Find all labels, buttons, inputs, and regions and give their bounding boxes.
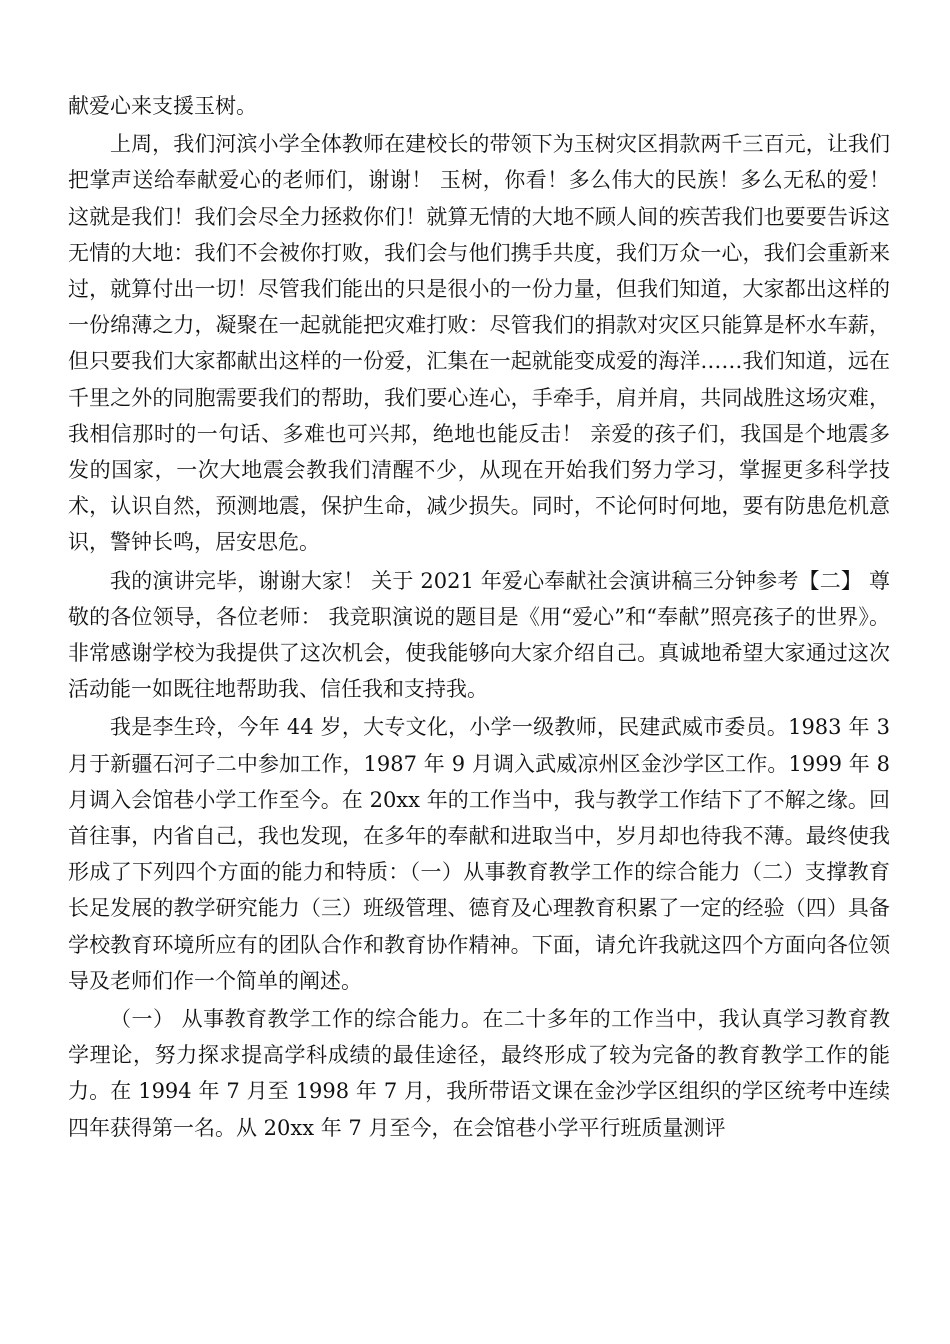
paragraph-2: 上周，我们河滨小学全体教师在建校长的带领下为玉树灾区捐款两千三百元，让我们把掌声送给奉献爱心的老师们，谢谢！ 玉树，你看！多么伟大的民族！多么无私的爱！这就是我们！我们会尽全力拯救你们！就算无情的大地不顾人间的疾苦我们也要要告诉这无情的大地：我们不会被你打败，我们会与他们携手共度，我们万众一心，我们会重新来过，就算付出一切！尽管我们能出的只是很小的一份力量，但我们知道，大家都出这样的一份绵薄之力，凝聚在一起就能把灾难打败：尽管我们的捐款对灾区只能算是杯水车薪，但只要我们大家都献出这样的一份爱，汇集在一起就能变成爱的海洋……我们知道，远在千里之外的同胞需要我们的帮助，我们要心连心，手牵手，肩并肩，共同战胜这场灾难，我相信那时的一句话、多难也可兴邦，绝地也能反击！ 亲爱的孩子们，我国是个地震多发的国家，一次大地震会教我们清醒不少，从现在开始我们努力学习，掌握更多科学技术，认识自然，预测地震，保护生命，减少损失。同时，不论何时何地，要有防患危机意识，警钟长鸣，居安思危。 [68, 132, 890, 555]
paragraph-5: （一） 从事教育教学工作的综合能力。在二十多年的工作当中，我认真学习教育教学理论，努力探求提高学科成绩的最佳途径，最终形成了较为完备的教育教学工作的能力。在 1994 年 7 月至 1998 年 7 月，我所带语文课在金沙学区组织的学区统考中连续四年获得第一名。从 20xx 年 7 月至今，在会馆巷小学平行班质量测评 [68, 1007, 890, 1140]
document-page [68, 88, 890, 1148]
paragraph-1: 献爱心来支援玉树。 [68, 94, 257, 118]
paragraph-4: 我是李生玲，今年 44 岁，大专文化，小学一级教师，民建武威市委员。1983 年 3 月于新疆石河子二中参加工作，1987 年 9 月调入武威凉州区金沙学区工作。1999 年 8 月调入会馆巷小学工作至今。在 20xx 年的工作当中，我与教学工作结下了不解之缘。回首往事，内省自己，我也发现，在多年的奉献和进取当中，岁月却也待我不薄。最终使我形成了下列四个方面的能力和特质：（一）从事教育教学工作的综合能力（二）支撑教育长足发展的教学研究能力（三）班级管理、德育及心理教育积累了一定的经验（四）具备学校教育环境所应有的团队合作和教育协作精神。下面，请允许我就这四个方面向各位领导及老师们作一个简单的阐述。 [68, 715, 890, 993]
paragraph-3: 我的演讲完毕，谢谢大家！ 关于 2021 年爱心奉献社会演讲稿三分钟参考【二】 尊敬的各位领导，各位老师： 我竞职演说的题目是《用“爱心”和“奉献”照亮孩子的世界》。非常感谢学校为我提供了这次机会，使我能够向大家介绍自己。真诚地希望大家通过这次活动能一如既往地帮助我、信任我和支持我。 [68, 568, 890, 702]
